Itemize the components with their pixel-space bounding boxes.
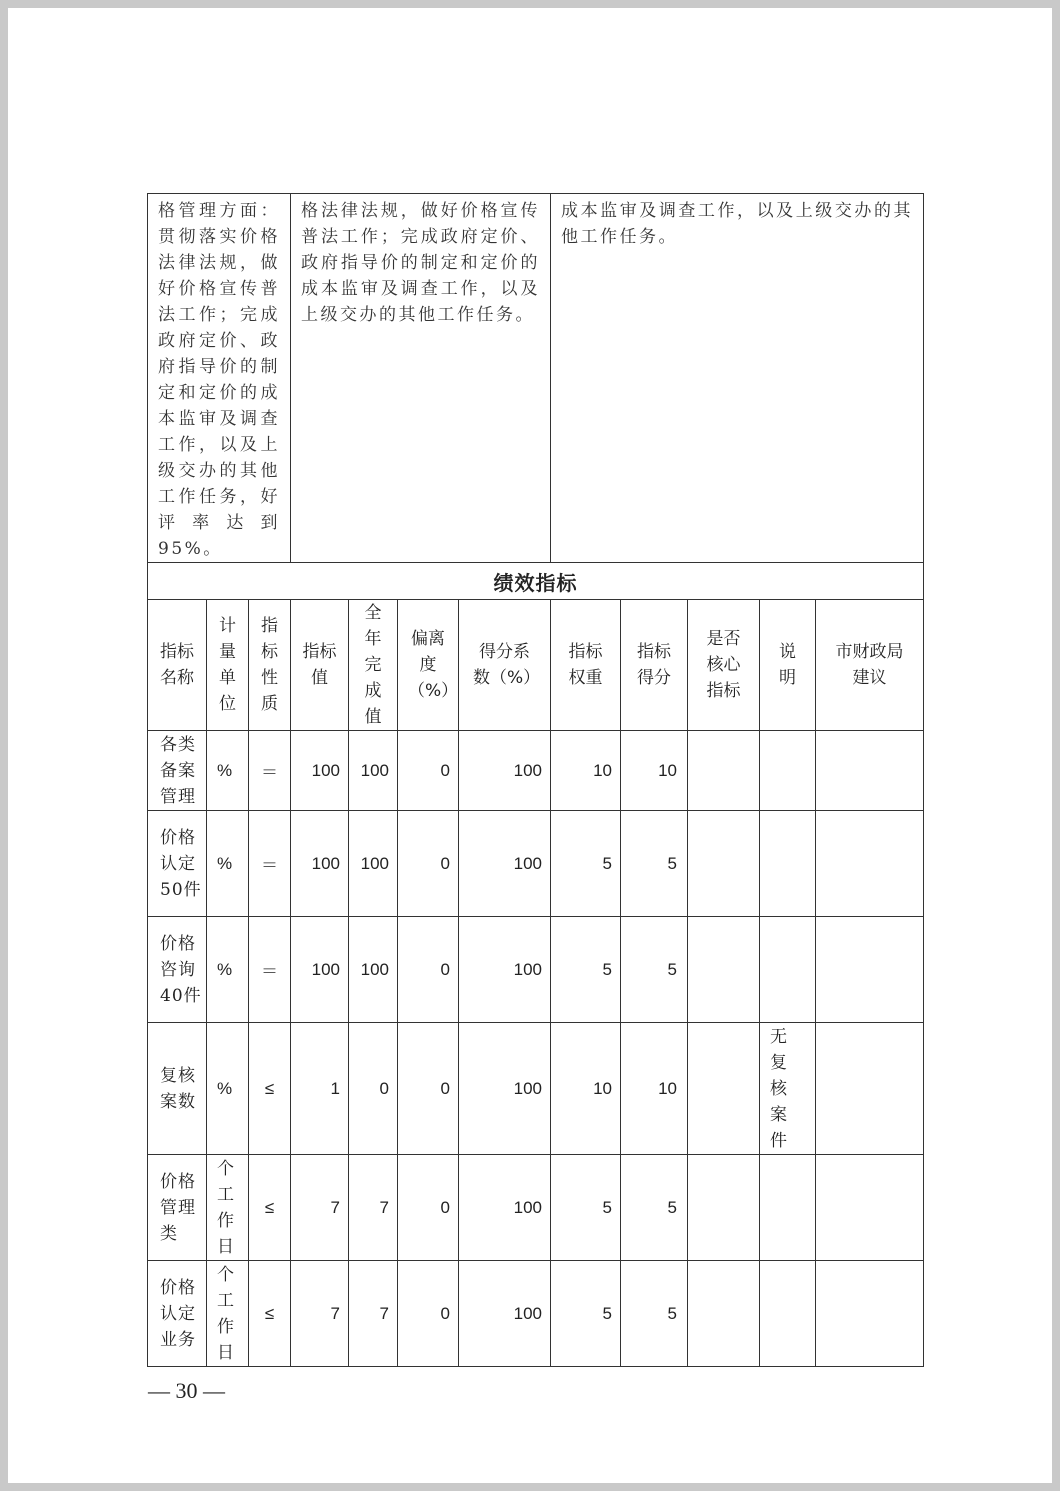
- indicator-name: 价格认定业务: [148, 1261, 207, 1367]
- indicator-advice: [816, 917, 924, 1023]
- goal-text-cell-2: 格法律法规，做好价格宣传普法工作；完成政府定价、政府指导价的制定和定价的成本监审及调查工作，以及上级交办的其他工作任务。: [291, 194, 551, 563]
- indicator-weight: 10: [551, 1023, 621, 1155]
- indicator-deviation: 0: [398, 731, 459, 811]
- indicator-score: 10: [621, 1023, 688, 1155]
- indicator-coefficient: 100: [459, 1155, 551, 1261]
- indicator-name: 价格管理类: [148, 1155, 207, 1261]
- page-number: — 30 —: [148, 1378, 225, 1403]
- indicator-core: [688, 1261, 760, 1367]
- indicator-deviation: 0: [398, 811, 459, 917]
- indicator-unit: %: [207, 811, 249, 917]
- indicator-actual: 100: [349, 731, 398, 811]
- indicator-actual: 100: [349, 917, 398, 1023]
- indicator-advice: [816, 811, 924, 917]
- header-target-value: 指标值: [291, 600, 349, 731]
- indicator-note: [760, 1155, 816, 1261]
- table-row: [148, 731, 924, 811]
- indicator-unit: %: [207, 1023, 249, 1155]
- indicator-score: 5: [621, 917, 688, 1023]
- indicator-actual: 0: [349, 1023, 398, 1155]
- header-nature: 指标性质: [249, 600, 291, 731]
- indicator-coefficient: 100: [459, 917, 551, 1023]
- table-row: [148, 1155, 924, 1261]
- indicator-score: 10: [621, 731, 688, 811]
- section-title: 绩效指标: [148, 563, 924, 600]
- table-row: [148, 917, 924, 1023]
- indicator-coefficient: 100: [459, 811, 551, 917]
- indicator-note: [760, 731, 816, 811]
- indicator-weight: 5: [551, 1261, 621, 1367]
- table-row: [148, 1023, 924, 1155]
- indicator-name: 复核案数: [148, 1023, 207, 1155]
- indicator-unit: %: [207, 917, 249, 1023]
- indicator-weight: 5: [551, 811, 621, 917]
- indicator-nature: ＝: [249, 811, 291, 917]
- indicator-nature: ≤: [249, 1261, 291, 1367]
- header-row: [148, 600, 924, 731]
- indicator-nature: ≤: [249, 1023, 291, 1155]
- table-row: [148, 811, 924, 917]
- indicator-actual: 7: [349, 1261, 398, 1367]
- indicator-advice: [816, 1261, 924, 1367]
- indicator-target: 7: [291, 1155, 349, 1261]
- indicator-target: 7: [291, 1261, 349, 1367]
- header-unit: 计量单位: [207, 600, 249, 731]
- indicator-target: 100: [291, 731, 349, 811]
- indicator-coefficient: 100: [459, 1261, 551, 1367]
- indicator-note: [760, 1261, 816, 1367]
- header-annual-actual: 全年完成值: [349, 600, 398, 731]
- indicator-target: 100: [291, 811, 349, 917]
- header-finance-advice: 市财政局建议: [816, 600, 924, 731]
- indicator-weight: 5: [551, 917, 621, 1023]
- indicator-deviation: 0: [398, 1155, 459, 1261]
- indicator-target: 1: [291, 1023, 349, 1155]
- header-note: 说明: [760, 600, 816, 731]
- indicator-unit: 个工作日: [207, 1261, 249, 1367]
- goal-text-cell-3: 成本监审及调查工作，以及上级交办的其他工作任务。: [551, 194, 924, 563]
- goal-text-cell-1: 格管理方面：贯彻落实价格法律法规，做好价格宣传普法工作；完成政府定价、政府指导价的制定和定价的成本监审及调查工作，以及上级交办的其他工作任务，好评率达到95%。: [148, 194, 291, 563]
- indicator-advice: [816, 1155, 924, 1261]
- indicator-coefficient: 100: [459, 731, 551, 811]
- goal-text-row: [148, 194, 924, 563]
- indicator-nature: ＝: [249, 917, 291, 1023]
- indicator-weight: 5: [551, 1155, 621, 1261]
- indicator-target: 100: [291, 917, 349, 1023]
- indicator-core: [688, 1023, 760, 1155]
- indicator-core: [688, 1155, 760, 1261]
- header-score-coefficient: 得分系数（%）: [459, 600, 551, 731]
- indicator-nature: ＝: [249, 731, 291, 811]
- header-weight: 指标权重: [551, 600, 621, 731]
- indicator-actual: 100: [349, 811, 398, 917]
- indicator-name: 价格认定50件: [148, 811, 207, 917]
- indicator-weight: 10: [551, 731, 621, 811]
- indicator-advice: [816, 731, 924, 811]
- indicator-core: [688, 731, 760, 811]
- indicator-deviation: 0: [398, 917, 459, 1023]
- indicator-advice: [816, 1023, 924, 1155]
- header-indicator-name: 指标名称: [148, 600, 207, 731]
- indicator-note: 无复核案件: [760, 1023, 816, 1155]
- indicator-note: [760, 917, 816, 1023]
- indicator-name: 价格咨询40件: [148, 917, 207, 1023]
- header-deviation: 偏离度（%）: [398, 600, 459, 731]
- header-score: 指标得分: [621, 600, 688, 731]
- indicator-name: 各类备案管理: [148, 731, 207, 811]
- indicator-unit: 个工作日: [207, 1155, 249, 1261]
- indicator-note: [760, 811, 816, 917]
- section-title-row: [148, 563, 924, 600]
- indicator-score: 5: [621, 1261, 688, 1367]
- performance-table: [147, 193, 924, 1367]
- header-is-core: 是否核心指标: [688, 600, 760, 731]
- indicator-deviation: 0: [398, 1261, 459, 1367]
- indicator-nature: ≤: [249, 1155, 291, 1261]
- indicator-score: 5: [621, 811, 688, 917]
- indicator-coefficient: 100: [459, 1023, 551, 1155]
- table-row: [148, 1261, 924, 1367]
- indicator-core: [688, 811, 760, 917]
- indicator-score: 5: [621, 1155, 688, 1261]
- indicator-actual: 7: [349, 1155, 398, 1261]
- indicator-unit: %: [207, 731, 249, 811]
- indicator-deviation: 0: [398, 1023, 459, 1155]
- indicator-core: [688, 917, 760, 1023]
